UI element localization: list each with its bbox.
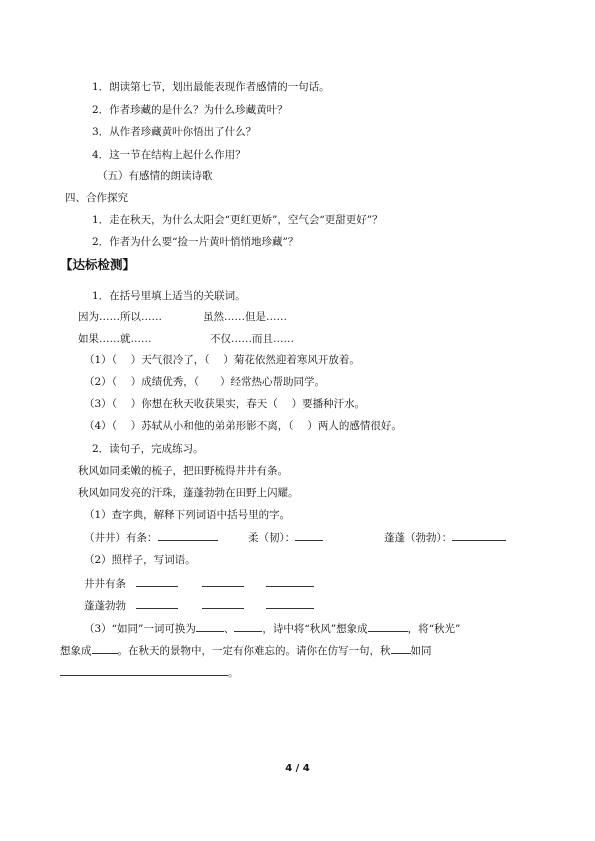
answer-bracket[interactable]: （ ） [193, 376, 231, 388]
answer-blank[interactable] [202, 576, 244, 587]
answer-blank[interactable] [295, 530, 323, 541]
answer-blank[interactable] [196, 621, 224, 632]
answer-blank[interactable] [368, 621, 408, 632]
answer-blank[interactable] [202, 598, 244, 609]
answer-bracket[interactable]: （ ） [111, 420, 142, 432]
sentence-1: （1）（ ）天气很冷了，（ ）菊花依然迎着寒风开放着。 [84, 354, 360, 366]
q1-prompt: 1．在括号里填上适当的关联词。 [92, 290, 246, 302]
word-2-line: 柔（韧）： [248, 530, 323, 545]
q2-part-1: （1）查字典，解释下列词语中括号里的字。 [84, 509, 291, 521]
example-1-line: 井井有条 [84, 576, 314, 591]
example-2-line: 蓬蓬勃勃 [84, 598, 314, 613]
answer-blank[interactable] [266, 576, 314, 587]
word-1-line: （井井）有条： [84, 530, 218, 545]
q2-part-2: （2）照样子，写词语。 [84, 554, 196, 566]
answer-bracket[interactable]: （ ） [288, 420, 318, 432]
q2-part-3-line-2: 想象成 。在秋天的景物中，一定有你难忘的。请你在仿写一句，秋 如同 [60, 645, 432, 657]
answer-blank[interactable] [158, 530, 218, 541]
answer-blank[interactable] [452, 530, 506, 541]
answer-blank[interactable] [234, 621, 262, 632]
question-1: 1．朗读第七节，划出最能表现作者感情的一句话。 [92, 81, 330, 93]
answer-blank[interactable] [391, 643, 411, 654]
subsection-5: （五）有感情的朗读诗歌 [97, 170, 213, 182]
sentence-2: （2）（ ）成绩优秀，（ ）经常热心帮助同学。 [84, 376, 326, 388]
question-3: 3．从作者珍藏黄叶你悟出了什么？ [92, 126, 257, 138]
answer-blank[interactable] [60, 665, 228, 676]
question-2: 2．作者珍藏的是什么？为什么珍藏黄叶？ [92, 104, 288, 116]
answer-bracket[interactable]: （ ） [204, 354, 234, 366]
sentence-3: （3）（ ）你想在秋天收获果实，春天（ ）要播种汗水。 [84, 398, 366, 410]
q2-sentence-2: 秋风如同发亮的汗珠，蓬蓬勃勃在田野上闪耀。 [78, 487, 299, 499]
word-3-line: 蓬蓬（勃勃）： [384, 530, 506, 545]
section-4-item-1: 1．走在秋天，为什么太阳会“更红更娇”，空气会“更甜更好”？ [92, 214, 383, 226]
answer-bracket[interactable]: （ ） [111, 398, 142, 410]
option-4: 不仅……而且…… [210, 333, 294, 345]
answer-bracket[interactable]: （ ） [267, 398, 303, 410]
answer-blank[interactable] [136, 576, 178, 587]
option-2: 虽然……但是…… [203, 311, 287, 323]
section-4-item-2: 2．作者为什么要“捡一片黄叶悄悄地珍藏”？ [92, 236, 299, 248]
answer-blank[interactable] [92, 643, 118, 654]
q2-part-3-line-1: （3）“如同”一词可换为 、 ，诗中将“秋风”想象成 ，将“秋光” [84, 623, 461, 635]
option-1: 因为……所以…… [78, 311, 162, 323]
question-4: 4．这一节在结构上起什么作用？ [92, 149, 246, 161]
answer-blank[interactable] [136, 598, 178, 609]
q2-sentence-1: 秋风如同柔嫩的梳子，把田野梳得井井有条。 [78, 465, 288, 477]
q2-prompt: 2．读句子，完成练习。 [92, 443, 204, 455]
dabiao-heading: 【达标检测】 [60, 257, 136, 272]
answer-bracket[interactable]: （ ） [111, 376, 142, 388]
q2-part-3-line-3: 。 [60, 665, 239, 680]
page-number: 4 / 4 [285, 763, 310, 774]
answer-blank[interactable] [266, 598, 314, 609]
sentence-4: （4）（ ）苏轼从小和他的弟弟形影不离，（ ）两人的感情很好。 [84, 420, 402, 432]
answer-bracket[interactable]: （ ） [111, 354, 142, 366]
section-4-heading: 四、合作探究 [65, 192, 128, 204]
option-3: 如果……就…… [78, 333, 152, 345]
